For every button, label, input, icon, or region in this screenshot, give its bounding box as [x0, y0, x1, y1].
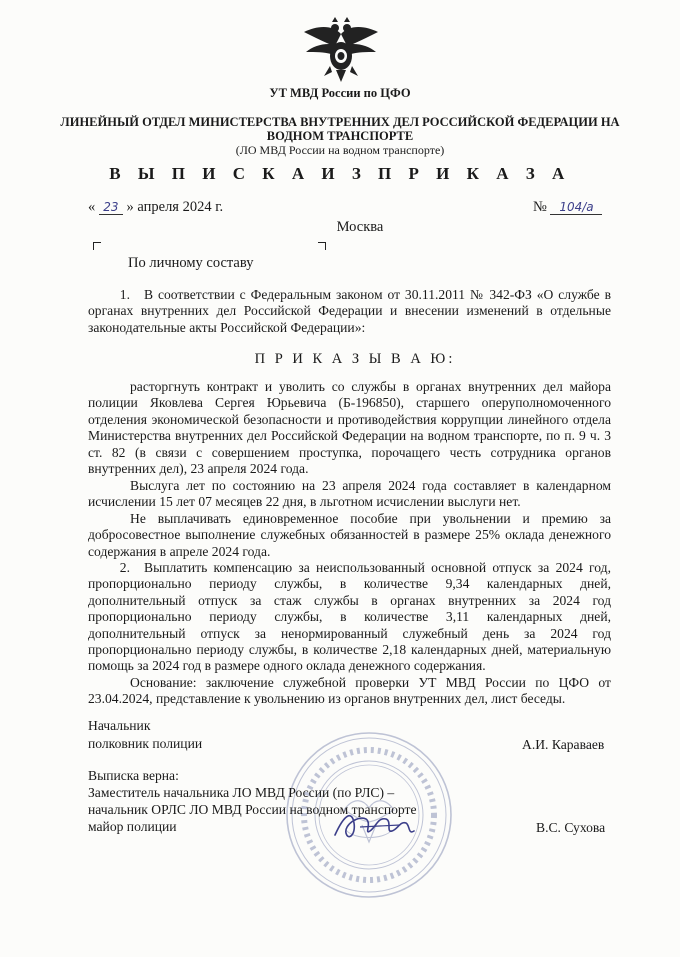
paragraph-1-text: В соответствии с Федеральным законом от 30.11.2011 № 342-ФЗ «О службе в органах внутренних дел Российской Федерации и внесении изменений в отдельные законодательные акты Российской Федерации»: [88, 287, 611, 335]
org-abbrev: (ЛО МВД России на водном транспорте) [235, 143, 445, 157]
certifier-rank: майор полиции [88, 819, 177, 834]
org-full-name: ЛИНЕЙНЫЙ ОТДЕЛ МИНИСТЕРСТВА ВНУТРЕННИХ ДЕЛ РОССИЙСКОЙ ФЕДЕРАЦИИ НА ВОДНОМ ТРАНСПОРТЕ [60, 115, 620, 143]
basis-text: Основание: заключение служебной проверки УТ МВД России по ЦФО от 23.04.2024, представление к увольнению из органов внутренних дел, лист беседы. [88, 675, 611, 707]
certifier-position-1: Заместитель начальника ЛО МВД России (по РЛС) – [88, 785, 395, 800]
paragraph-1 [88, 287, 611, 336]
handwritten-signature-icon [330, 805, 420, 845]
subject-corner-right [318, 242, 326, 250]
date-month-year: апреля 2024 г. [137, 199, 224, 215]
order-date [88, 199, 223, 216]
subject: По личному составу [128, 255, 254, 271]
org-short-name: УТ МВД России по ЦФО [269, 86, 411, 100]
mvd-eagle-emblem-icon [302, 14, 380, 84]
paragraph-2-number: 2. [119, 560, 130, 575]
no-payment-text: Не выплачивать единовременное пособие при увольнении и премию за добросовестное выполнение служебных обязанностей в размере 25% оклада денежного содержания в апреле 2024 года. [88, 511, 611, 559]
subject-corner-left [93, 242, 101, 250]
signatory-title-2: полковник полиции [88, 736, 203, 751]
service-length-text: Выслуга лет по состоянию на 23 апреля 2024 года составляет в календарном исчислении 15 лет 07 месяцев 22 дня, в льготном исчислении выслуги нет. [88, 478, 611, 510]
date-day: 23 [99, 200, 123, 215]
paragraph-1-number: 1. [119, 287, 130, 302]
certification-label: Выписка верна: [88, 768, 179, 783]
certifier-name: В.С. Сухова [536, 820, 606, 835]
order-heading: П Р И К А З Ы В А Ю: [254, 351, 456, 367]
document-title: В Ы П И С К А И З П Р И К А З А [109, 164, 571, 183]
date-close-quote: » [126, 199, 134, 215]
number-value: 104/а [550, 200, 602, 215]
city: Москва [336, 219, 384, 235]
date-open-quote: « [88, 199, 96, 215]
paragraph-2 [88, 560, 611, 675]
signatory-name: А.И. Караваев [522, 737, 605, 752]
paragraph-2-text: Выплатить компенсацию за неиспользованный основной отпуск за 2024 год, пропорционально периоду службы, в количестве 9,34 календарных дней, дополнительный отпуск за стаж службы в органах внутренних за 2024 год пропорционально периоду службы, в количестве 3,11 календарных дней, дополнительный отпуск за ненормированный служебный день за 2024 год пропорционально периоду службы, в количестве 2,18 календарных дней, материальную помощь за 2024 год в размере одного оклада денежного содержания. [88, 560, 611, 674]
number-label: № [533, 199, 547, 215]
signatory-title-1: Начальник [88, 718, 151, 733]
certifier-position-2: начальник ОРЛС ЛО МВД России на водном транспорте [88, 802, 417, 817]
order-text: расторгнуть контракт и уволить со службы в органах внутренних дел майора полиции Яковлева Сергея Юрьевича (Б-196850), старшего оперуполномоченного отделения экономической безопасности и противодействия коррупции линейного отдела Министерства внутренних дел Российской Федерации на водном транспорте, по п. 9 ч. 3 ст. 82 (в связи с совершением проступка, порочащего честь сотрудника органов внутренних дел), 23 апреля 2024 года. [88, 379, 611, 477]
order-number [533, 199, 602, 216]
